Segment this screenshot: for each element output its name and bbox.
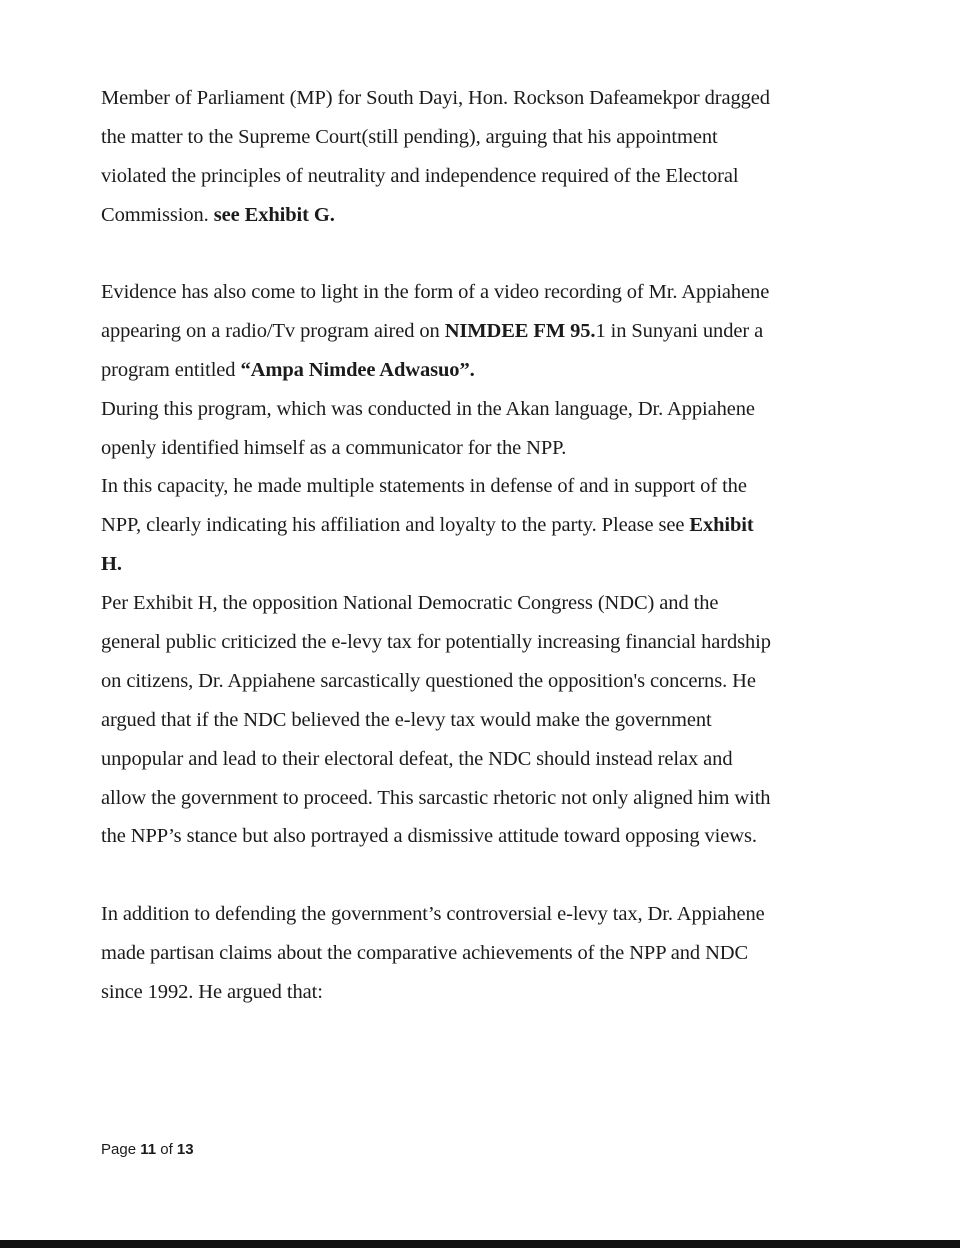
text-line — [101, 701, 861, 740]
text-run: Evidence has also come to light in the form of a video recording of Mr. Appiahene — [101, 281, 770, 303]
text-run: openly identified himself as a communicator for the NPP. — [101, 436, 567, 459]
text-run: NPP, clearly indicating his affiliation and loyalty to the party. Please see — [101, 514, 690, 537]
text-line — [101, 623, 861, 662]
text-line — [101, 390, 861, 429]
text-run: Per Exhibit H, the opposition National Democratic Congress (NDC) and the — [101, 592, 719, 615]
text-line — [101, 273, 861, 312]
text-run: violated the principles of neutrality and independence required of the Electoral — [101, 164, 739, 187]
bold-run: Exhibit — [689, 514, 754, 537]
text-run: made partisan claims about the comparative achievements of the NPP and NDC — [101, 941, 749, 964]
text-line — [101, 740, 861, 779]
text-line — [101, 662, 861, 701]
text-run: general public criticized the e-levy tax for potentially increasing financial hardship — [101, 631, 771, 654]
text-run: the NPP’s stance but also portrayed a dismissive attitude toward opposing views. — [101, 825, 757, 848]
current-page: 11 — [140, 1141, 157, 1158]
paragraph-supreme-court — [101, 79, 861, 235]
bold-run: H. — [101, 553, 122, 576]
paragraph-evidence — [101, 273, 861, 856]
text-line — [101, 584, 861, 623]
text-line — [101, 506, 861, 545]
text-line — [101, 545, 861, 584]
text-line — [101, 895, 861, 934]
text-run: appearing on a radio/Tv program aired on — [101, 319, 445, 342]
text-run: program entitled — [101, 358, 241, 381]
page-number — [101, 1141, 194, 1158]
paragraph-partisan-claims — [101, 895, 861, 1012]
text-run: In this capacity, he made multiple statements in defense of and in support of the — [101, 475, 747, 498]
text-line — [101, 973, 861, 1012]
text-run: allow the government to proceed. This sarcastic rhetoric not only aligned him with — [101, 786, 771, 809]
text-run: the matter to the Supreme Court(still pending), arguing that his appointment — [101, 125, 718, 148]
page-label: Page — [101, 1141, 141, 1158]
page-of: of — [156, 1141, 177, 1158]
text-line — [101, 118, 861, 157]
text-line — [101, 157, 861, 196]
text-run: 1 in Sunyani under a — [595, 319, 764, 342]
bottom-border — [0, 1240, 960, 1248]
bold-run: see Exhibit G. — [213, 203, 335, 226]
text-run: since 1992. He argued that: — [101, 980, 323, 1003]
text-line — [101, 467, 861, 506]
total-pages: 13 — [176, 1141, 194, 1158]
text-line — [101, 779, 861, 818]
text-run: unpopular and lead to their electoral defeat, the NDC should instead relax and — [101, 747, 733, 770]
text-run: Commission. — [101, 203, 214, 226]
text-run: Member of Parliament (MP) for South Dayi, Hon. Rockson Dafeamekpor dragged — [101, 87, 770, 109]
text-run: In addition to defending the government’s controversial e-levy tax, Dr. Appiahene — [101, 903, 765, 925]
bold-run: “Ampa Nimdee Adwasuo”. — [240, 358, 475, 381]
text-line — [101, 817, 861, 856]
text-line — [101, 934, 861, 973]
text-run: argued that if the NDC believed the e-levy tax would make the government — [101, 708, 712, 731]
text-run: During this program, which was conducted in the Akan language, Dr. Appiahene — [101, 397, 755, 420]
text-line — [101, 351, 861, 390]
text-line — [101, 79, 861, 118]
text-run: on citizens, Dr. Appiahene sarcastically questioned the opposition's concerns. He — [101, 669, 756, 692]
text-line — [101, 312, 861, 351]
text-line — [101, 196, 861, 235]
text-line — [101, 429, 861, 468]
bold-run: NIMDEE FM 95. — [444, 319, 596, 342]
